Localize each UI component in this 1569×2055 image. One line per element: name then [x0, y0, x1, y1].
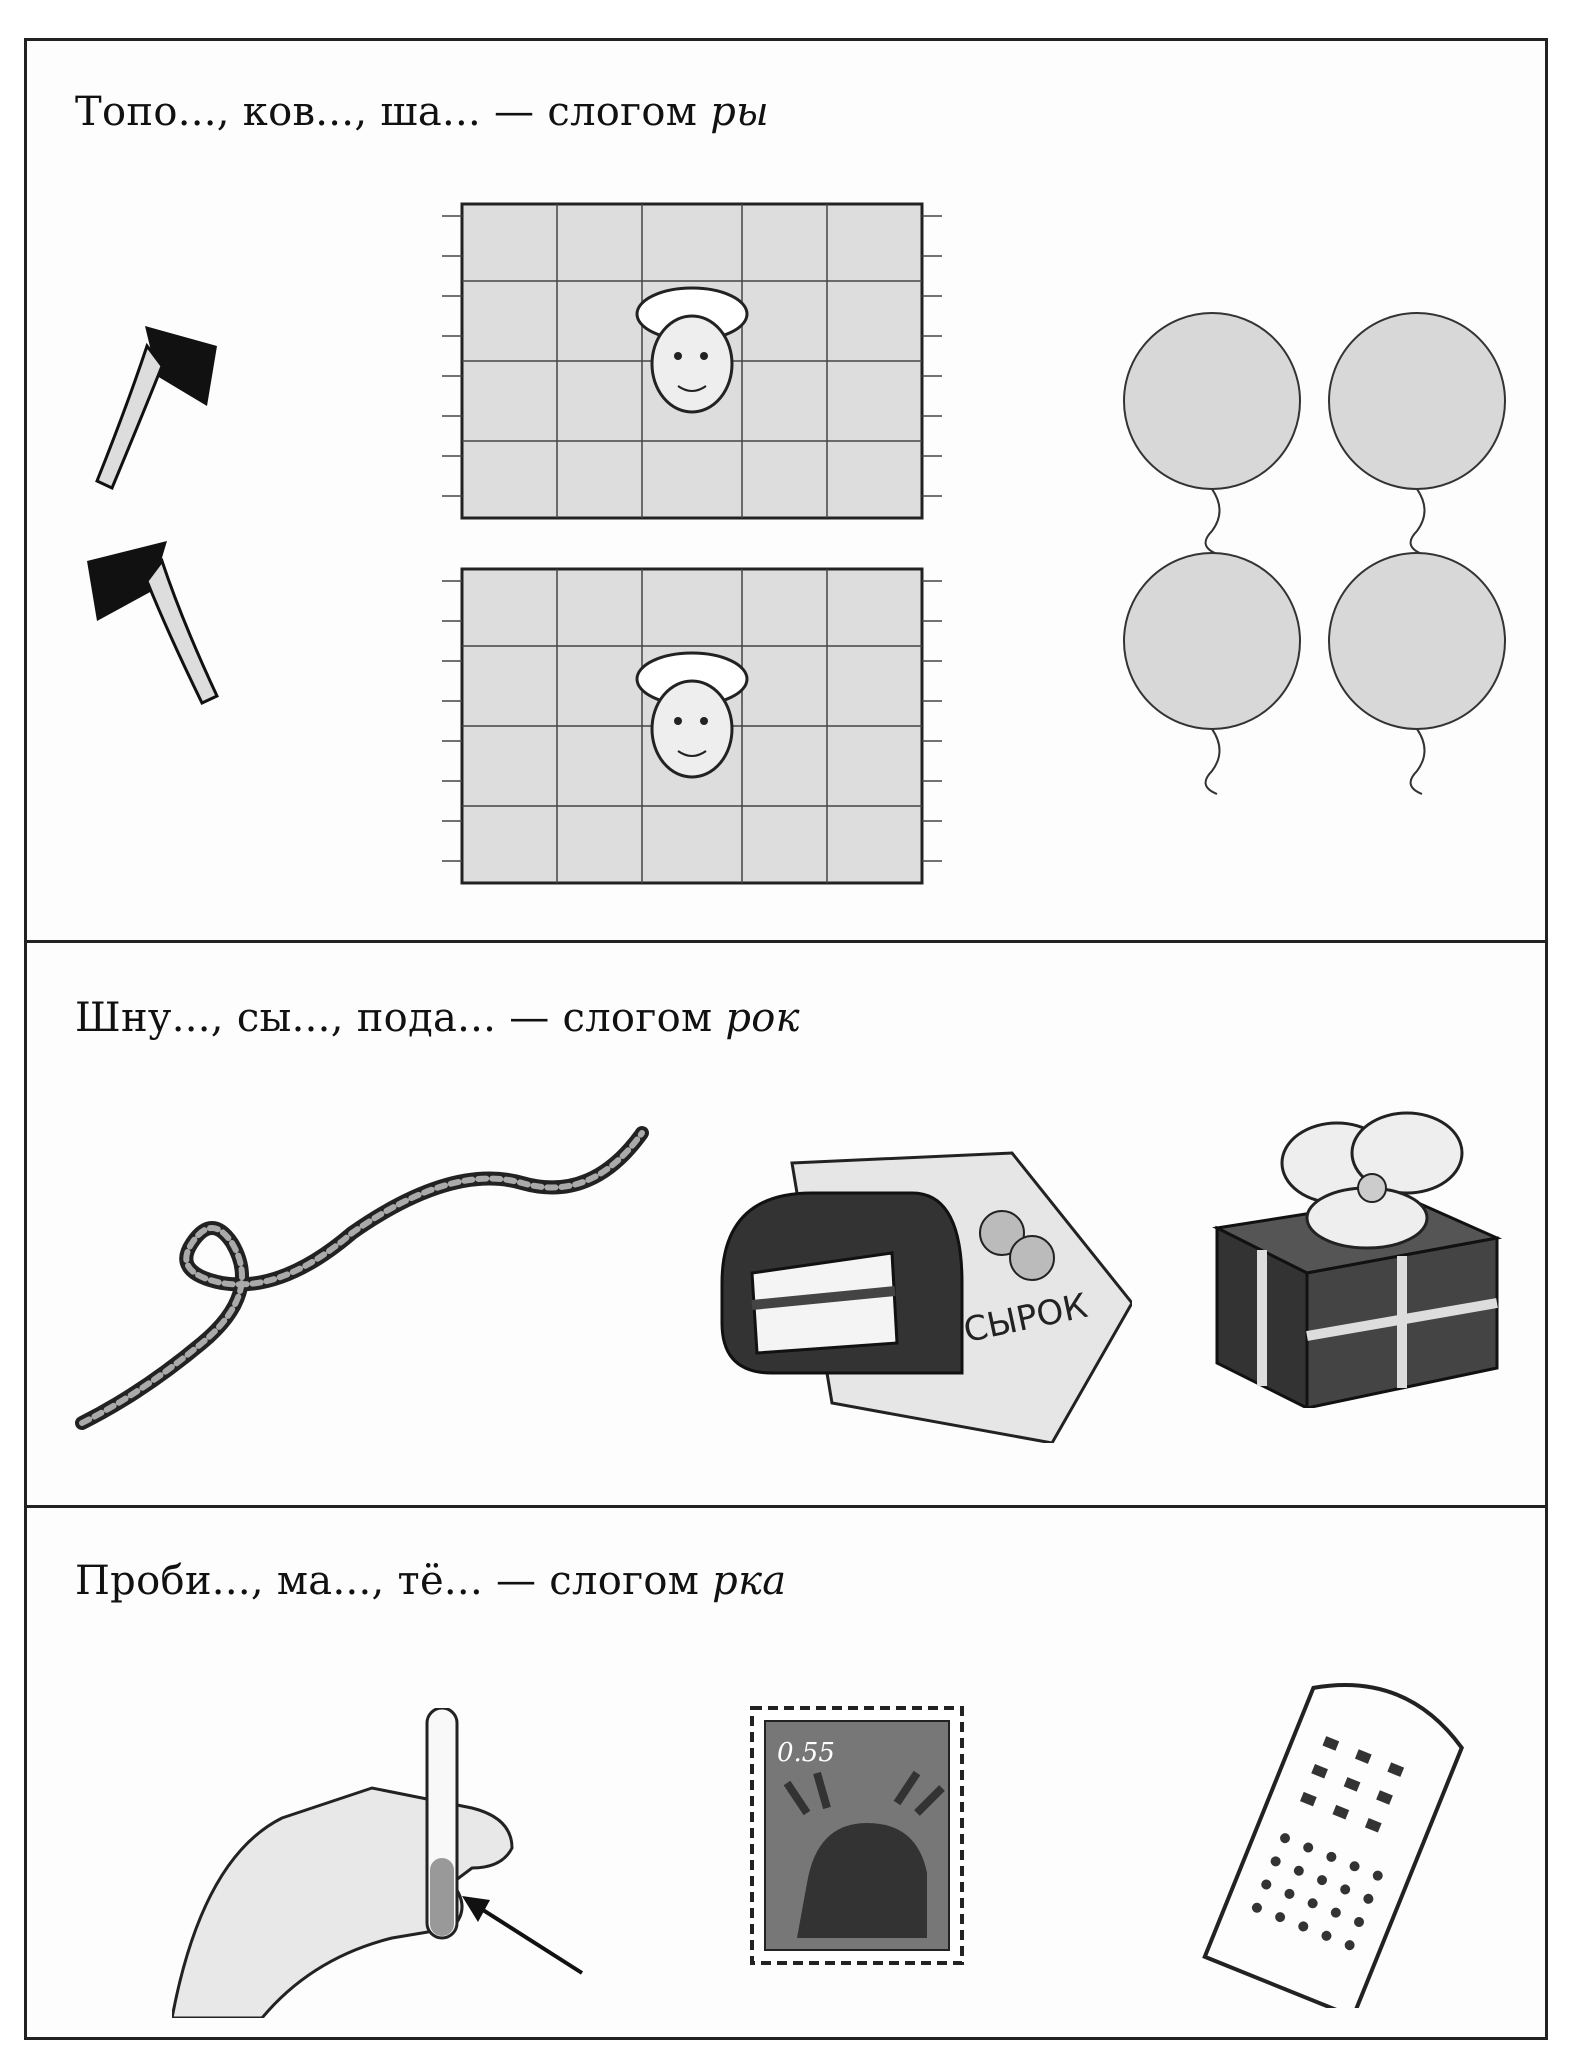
- task-panel-ry: [27, 41, 1545, 940]
- test-tube-icon: [172, 1708, 612, 2018]
- balloon-icon: [1322, 546, 1522, 796]
- task-syllable: рок: [725, 995, 800, 1041]
- carpet-icon: [442, 196, 942, 526]
- cheese-curd-icon: [712, 1123, 1132, 1443]
- task-syllable: рка: [712, 1558, 787, 1604]
- balloon-icon: [1117, 546, 1317, 796]
- task-panel-rka: [27, 1505, 1545, 2040]
- stamp-value: 0.55: [777, 1738, 835, 1768]
- gift-box-icon: [1207, 1108, 1527, 1408]
- cord-icon: [72, 1123, 652, 1433]
- axe-icon: [67, 521, 247, 721]
- task-stem: Шну..., сы..., пода... — слогом: [75, 995, 713, 1041]
- task-heading-ry: [75, 89, 769, 135]
- task-stem: Проби..., ма..., тё... — слогом: [75, 1558, 700, 1604]
- balloon-icon: [1117, 306, 1317, 556]
- grater-icon: [1187, 1678, 1487, 2008]
- task-heading-rka: [75, 1558, 786, 1604]
- task-stem: Топо..., ков..., ша... — слогом: [75, 89, 698, 135]
- task-syllable: ры: [710, 89, 770, 135]
- task-heading-rok: [75, 995, 800, 1041]
- carpet-icon: [442, 561, 942, 891]
- curd-wrapper-label: СЫРОК: [960, 1285, 1091, 1352]
- balloon-icon: [1322, 306, 1522, 556]
- task-panel-rok: [27, 940, 1545, 1505]
- axe-icon: [67, 306, 247, 506]
- worksheet-frame: [24, 38, 1548, 2040]
- postage-stamp-icon: [747, 1703, 967, 1968]
